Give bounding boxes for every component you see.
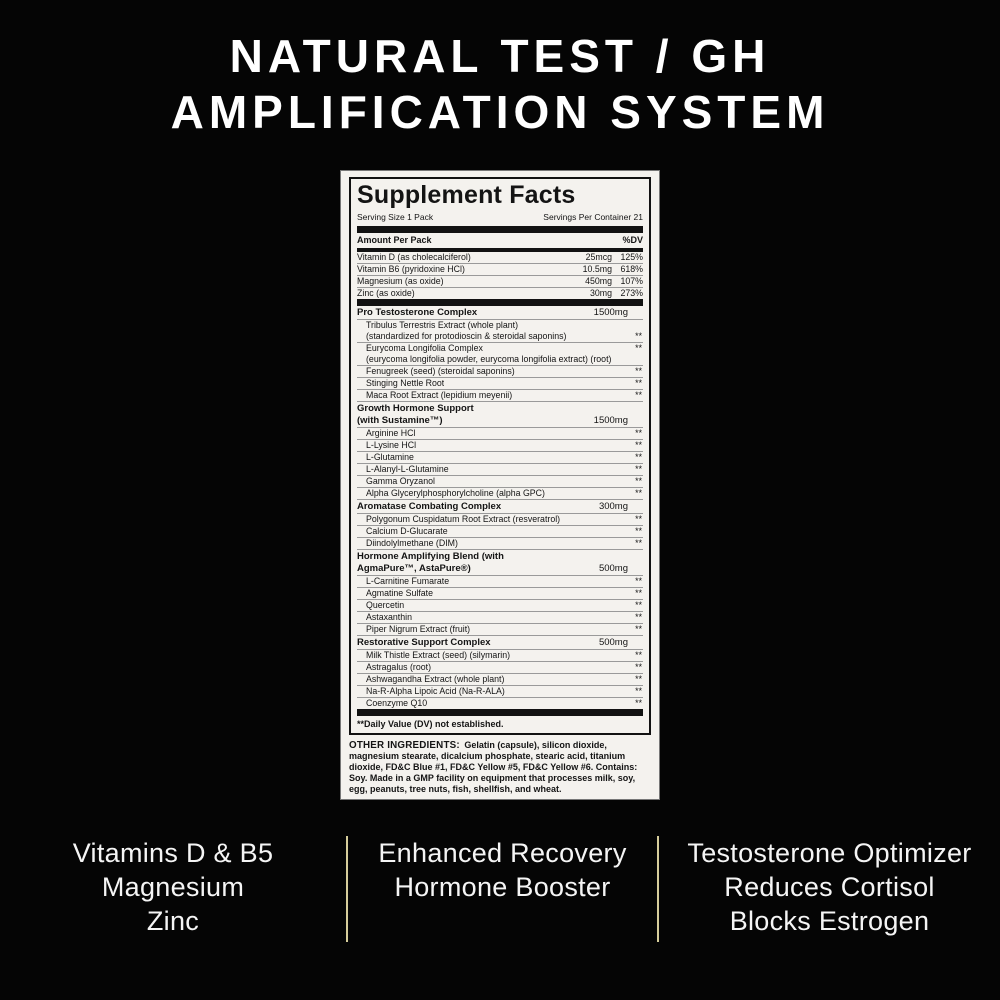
servings-per-container: Servings Per Container 21 [543,212,643,222]
benefits-row [0,836,1000,942]
ingredient-name: Polygonum Cuspidatum Root Extract (resveratrol) [366,514,561,524]
ingredient-name: Calcium D-Glucarate [366,526,448,536]
ingredient-name: L-Glutamine [366,452,414,462]
section-header [357,549,643,563]
vitamin-name: Zinc (as oxide) [357,288,415,298]
other-ingredients-text: Gelatin (capsule), silicon dioxide, magnesium stearate, dicalcium phosphate, stearic acid, titanium dioxide, FD&C Blue #1, FD&C Yellow #5, FD&C Yellow #6. Contains: Soy. Made in a GMP facility on equipment that processes milk, soy, egg, peanuts, tree nuts, fish, shellfish, and wheat. [349,740,638,794]
ingredient-row [357,487,643,499]
benefit-line: Reduces Cortisol [724,872,935,902]
ingredient-name: Na-R-Alpha Lipoic Acid (Na-R-ALA) [366,686,505,696]
vitamin-values [586,252,643,263]
dv-not-established-mark: ** [635,452,642,462]
section-header [357,401,643,415]
section-amount: 500mg [598,637,628,648]
other-ingredients [349,740,651,795]
ingredient-name: Maca Root Extract (lepidium meyenii) [366,390,513,400]
ingredient-name: L-Alanyl-L-Glutamine [366,464,449,474]
section-amount: 1500mg [593,307,628,318]
dv-not-established-mark: ** [635,390,642,400]
dv-not-established-mark: ** [635,366,642,376]
section-name: (with Sustamine™) [357,415,443,426]
serving-line [357,209,643,226]
benefit-column-vitamins [0,836,346,942]
vitamin-values [583,264,643,275]
amount-per-pack-label: Amount Per Pack [357,235,432,245]
ingredient-row [357,697,643,709]
ingredient-name: Astragalus (root) [366,662,432,672]
section-name: Growth Hormone Support [357,403,474,414]
dv-not-established-mark: ** [635,588,642,598]
amount-per-pack-header [357,233,643,248]
ingredient-row [357,451,643,463]
dv-not-established-mark: ** [635,612,642,622]
ingredient-name: Agmatine Sulfate [366,588,433,598]
section-name: Restorative Support Complex [357,637,491,648]
ingredient-row [357,365,643,377]
ingredient-name: Gamma Oryzanol [366,476,435,486]
vitamin-row [357,252,643,263]
ingredient-name: Quercetin [366,600,405,610]
section-name: AgmaPure™, AstaPure®) [357,563,471,574]
dv-not-established-mark: ** [635,686,642,696]
benefit-column-testosterone [659,836,1000,942]
vitamin-name: Vitamin B6 (pyridoxine HCl) [357,264,465,274]
dv-not-established-mark: ** [635,514,642,524]
vitamin-dv: 107% [620,276,643,286]
dv-not-established-mark: ** [635,624,642,634]
vitamin-row [357,275,643,287]
benefit-line: Blocks Estrogen [729,906,930,936]
vitamin-dv: 618% [620,264,643,274]
vitamin-name: Magnesium (as oxide) [357,276,444,286]
ingredient-name: Ashwagandha Extract (whole plant) [366,674,505,684]
benefit-line: Zinc [146,906,200,936]
vitamin-row [357,287,643,299]
dv-not-established-mark: ** [635,662,642,672]
ingredient-row [357,439,643,451]
vitamin-row [357,263,643,275]
dv-not-established-mark: ** [635,488,642,498]
section-name: Hormone Amplifying Blend (with [357,551,504,562]
ingredient-row [357,331,643,342]
dv-not-established-mark: ** [635,698,642,708]
vitamin-values [585,276,643,287]
ingredient-row [357,611,643,623]
benefit-line: Enhanced Recovery [378,838,627,868]
section-header [357,635,643,649]
dv-not-established-mark: ** [635,674,642,684]
thick-rule [357,709,643,716]
ingredient-row [357,599,643,611]
dv-not-established-mark: ** [635,464,642,474]
vitamin-amount: 30mg [589,288,612,298]
ingredient-row [357,575,643,587]
vitamin-name: Vitamin D (as cholecalciferol) [357,252,471,262]
ingredient-name: Coenzyme Q10 [366,698,428,708]
ingredient-row [357,377,643,389]
ingredient-name: L-Carnitine Fumarate [366,576,450,586]
dv-not-established-mark: ** [635,526,642,536]
ingredient-row [357,475,643,487]
vitamin-amount: 25mcg [585,252,612,262]
vitamin-amount: 10.5mg [582,264,612,274]
ingredient-row [357,673,643,685]
benefit-column-recovery [348,836,657,942]
ingredient-name: Milk Thistle Extract (seed) (silymarin) [366,650,511,660]
ingredient-row [357,623,643,635]
ingredient-sections [357,306,643,709]
dv-not-established-mark: ** [635,331,642,341]
ingredient-row [357,649,643,661]
section-header-line2 [357,563,643,575]
section-name: Pro Testosterone Complex [357,307,478,318]
dv-not-established-mark: ** [635,428,642,438]
section-amount: 1500mg [593,415,628,426]
ingredient-row [357,685,643,697]
section-amount: 300mg [598,501,628,512]
ingredient-row [357,427,643,439]
ingredient-row [357,661,643,673]
supplement-facts-box [349,177,651,735]
dv-not-established-mark: ** [635,600,642,610]
ingredient-name: Eurycoma Longifolia Complex [366,343,483,353]
supplement-facts-panel [340,170,660,800]
supplement-facts-title: Supplement Facts [357,181,576,209]
ingredient-row [357,463,643,475]
ingredient-name: Astaxanthin [366,612,412,622]
other-ingredients-label: OTHER INGREDIENTS: [349,740,460,751]
dv-footnote: **Daily Value (DV) not established. [357,719,504,729]
ingredient-name: Diindolylmethane (DIM) [366,538,458,548]
section-header [357,499,643,513]
dv-not-established-mark: ** [635,650,642,660]
section-amount: 500mg [598,563,628,574]
ingredient-name: L-Lysine HCl [366,440,417,450]
headline-line-2: AMPLIFICATION SYSTEM [170,86,830,138]
dv-not-established-mark: ** [635,476,642,486]
ingredient-name: Stinging Nettle Root [366,378,445,388]
dv-not-established-mark: ** [635,343,642,353]
dv-not-established-mark: ** [635,378,642,388]
benefit-line: Magnesium [101,872,245,902]
section-name: Aromatase Combating Complex [357,501,502,512]
dv-not-established-mark: ** [635,440,642,450]
ingredient-name: Arginine HCl [366,428,416,438]
vitamin-dv: 273% [620,288,643,298]
thick-rule [357,226,643,233]
dv-not-established-mark: ** [635,538,642,548]
ingredient-row [357,389,643,401]
ingredient-name: (eurycoma longifolia powder, eurycoma longifolia extract) (root) [366,354,612,364]
section-header-line2 [357,415,643,427]
ingredient-name: (standardized for protodioscin & steroidal saponins) [366,331,567,341]
benefit-line: Testosterone Optimizer [687,838,972,868]
ingredient-row [357,513,643,525]
dv-header-label: %DV [622,235,643,245]
ingredient-name: Alpha Glycerylphosphorylcholine (alpha GPC) [366,488,545,498]
vitamin-rows [357,252,643,299]
ingredient-name: Piper Nigrum Extract (fruit) [366,624,471,634]
headline-line-1: NATURAL TEST / GH [229,30,771,82]
ingredient-name: Fenugreek (seed) (steroidal saponins) [366,366,515,376]
vitamin-values [590,288,643,299]
ingredient-row [357,354,643,365]
ingredient-row [357,525,643,537]
thick-rule [357,299,643,306]
ingredient-row [357,537,643,549]
benefit-line: Vitamins D & B5 [72,838,274,868]
ingredient-row [357,342,643,354]
section-header [357,306,643,319]
benefit-line: Hormone Booster [394,872,611,902]
ingredient-row [357,587,643,599]
headline [0,28,1000,140]
dv-not-established-mark: ** [635,576,642,586]
serving-size: Serving Size 1 Pack [357,212,434,222]
ingredient-row [357,319,643,331]
ingredient-name: Tribulus Terrestris Extract (whole plant) [366,320,519,330]
vitamin-amount: 450mg [585,276,612,286]
vitamin-dv: 125% [620,252,643,262]
